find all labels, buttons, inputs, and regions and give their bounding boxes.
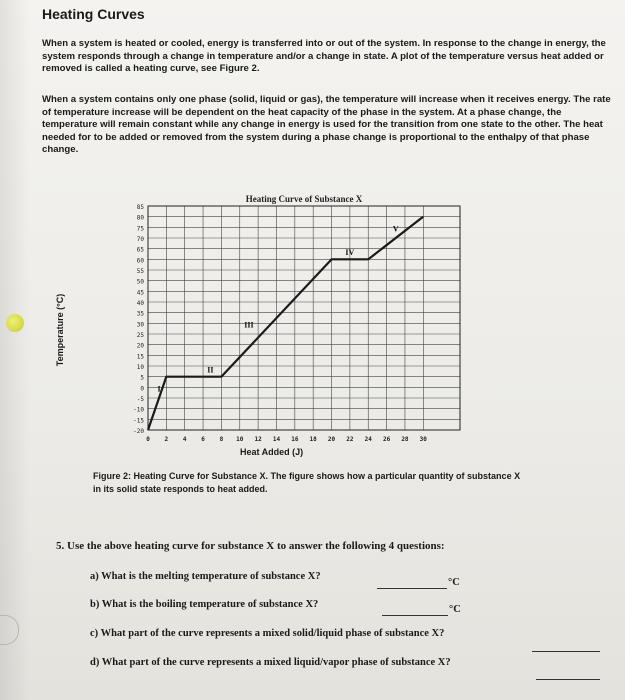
phase-paragraph: When a system contains only one phase (solid, liquid or gas), the temperature will increase when it receives energy. The rate of temperature increase will be dependent on the heat capacity of the phase in the system. At a phase change, the temperature will remain constant while any change in energy is used for the transition from one state to the other. The heat needed for to be added or removed from the system during a phase change is proportional to the enthalpy of that phase change.	[42, 94, 611, 155]
x-tick-label: 6	[201, 436, 205, 443]
y-tick-label: 70	[136, 236, 144, 243]
page-title: Heating Curves	[42, 6, 145, 22]
x-tick-label: 4	[182, 436, 187, 443]
intro-paragraph: When a system is heated or cooled, energy is transferred into or out of the system. In response to the change in energy, the system responds through a change in temperature and/or a change in state. A plot of the temperature versus heat added or removed is called a heating curve, see Figure 2.	[42, 38, 606, 74]
x-tick-label: 28	[401, 436, 409, 443]
answer-d-blank[interactable]	[536, 678, 600, 680]
y-tick-label: 10	[136, 364, 144, 371]
x-tick-label: 20	[327, 436, 336, 443]
figure-caption: Figure 2: Heating Curve for Substance X. The figure shows how a particular quantity of substance X in its solid state responds to heat added.	[93, 471, 521, 494]
region-label: II	[207, 365, 214, 375]
x-axis-label: Heat Added (J)	[240, 447, 304, 457]
region-label: IV	[345, 248, 355, 258]
question-b: b) What is the boiling temperature of substance X?	[90, 599, 319, 610]
question-d: d) What part of the curve represents a mixed liquid/vapor phase of substance X?	[90, 657, 451, 668]
chart-svg	[100, 190, 480, 460]
y-tick-label: 45	[136, 289, 144, 297]
answer-a-blank[interactable]	[377, 587, 447, 589]
y-tick-label: -10	[133, 406, 144, 414]
y-tick-label: 50	[136, 278, 144, 286]
y-tick-label: 75	[136, 225, 144, 233]
y-tick-label: 35	[136, 310, 144, 318]
x-tick-label: 0	[146, 436, 150, 443]
y-tick-label: 55	[136, 268, 144, 275]
x-tick-label: 2	[164, 436, 169, 443]
answer-c-blank[interactable]	[532, 650, 600, 652]
y-axis-label: Temperature (°C)	[55, 293, 65, 367]
y-tick-label: -5	[136, 396, 144, 403]
y-tick-label: -20	[133, 428, 144, 435]
y-tick-label: 0	[140, 385, 144, 393]
x-tick-label: 30	[419, 436, 427, 443]
x-tick-label: 26	[382, 436, 391, 443]
question-header: 5. Use the above heating curve for substance X to answer the following 4 questions:	[56, 540, 445, 552]
region-label: V	[392, 224, 399, 234]
x-tick-label: 18	[309, 436, 317, 443]
region-label: III	[244, 320, 254, 330]
x-tick-label: 8	[219, 436, 224, 443]
x-tick-label: 22	[346, 436, 354, 443]
x-tick-label: 24	[364, 436, 372, 443]
y-tick-label: 80	[136, 214, 144, 222]
chart-title: Heating Curve of Substance X	[245, 194, 363, 204]
y-tick-label: 30	[136, 321, 144, 329]
y-tick-label: 65	[136, 246, 144, 254]
heating-curve-chart	[100, 190, 480, 460]
page-edge-shadow	[0, 0, 30, 700]
y-tick-label: 5	[140, 374, 144, 382]
answer-a-unit: °C	[448, 577, 460, 588]
question-c: c) What part of the curve represents a mixed solid/liquid phase of substance X?	[90, 628, 445, 639]
x-tick-label: 14	[272, 436, 281, 443]
y-tick-label: 40	[136, 300, 144, 307]
y-tick-label: 20	[136, 342, 144, 350]
x-tick-label: 10	[236, 436, 244, 443]
question-a: a) What is the melting temperature of substance X?	[90, 571, 321, 582]
y-tick-label: -15	[133, 417, 144, 425]
answer-b-blank[interactable]	[382, 614, 448, 616]
y-tick-label: 85	[136, 204, 144, 211]
answer-b-unit: °C	[449, 604, 461, 615]
x-tick-label: 16	[291, 436, 299, 443]
x-tick-label: 12	[254, 436, 262, 443]
yellow-sticker-dot	[6, 314, 24, 332]
y-tick-label: 25	[136, 332, 144, 339]
y-tick-label: 60	[136, 257, 144, 265]
y-tick-label: 15	[136, 353, 144, 361]
region-label: I	[157, 384, 161, 394]
plot-frame	[148, 206, 460, 430]
